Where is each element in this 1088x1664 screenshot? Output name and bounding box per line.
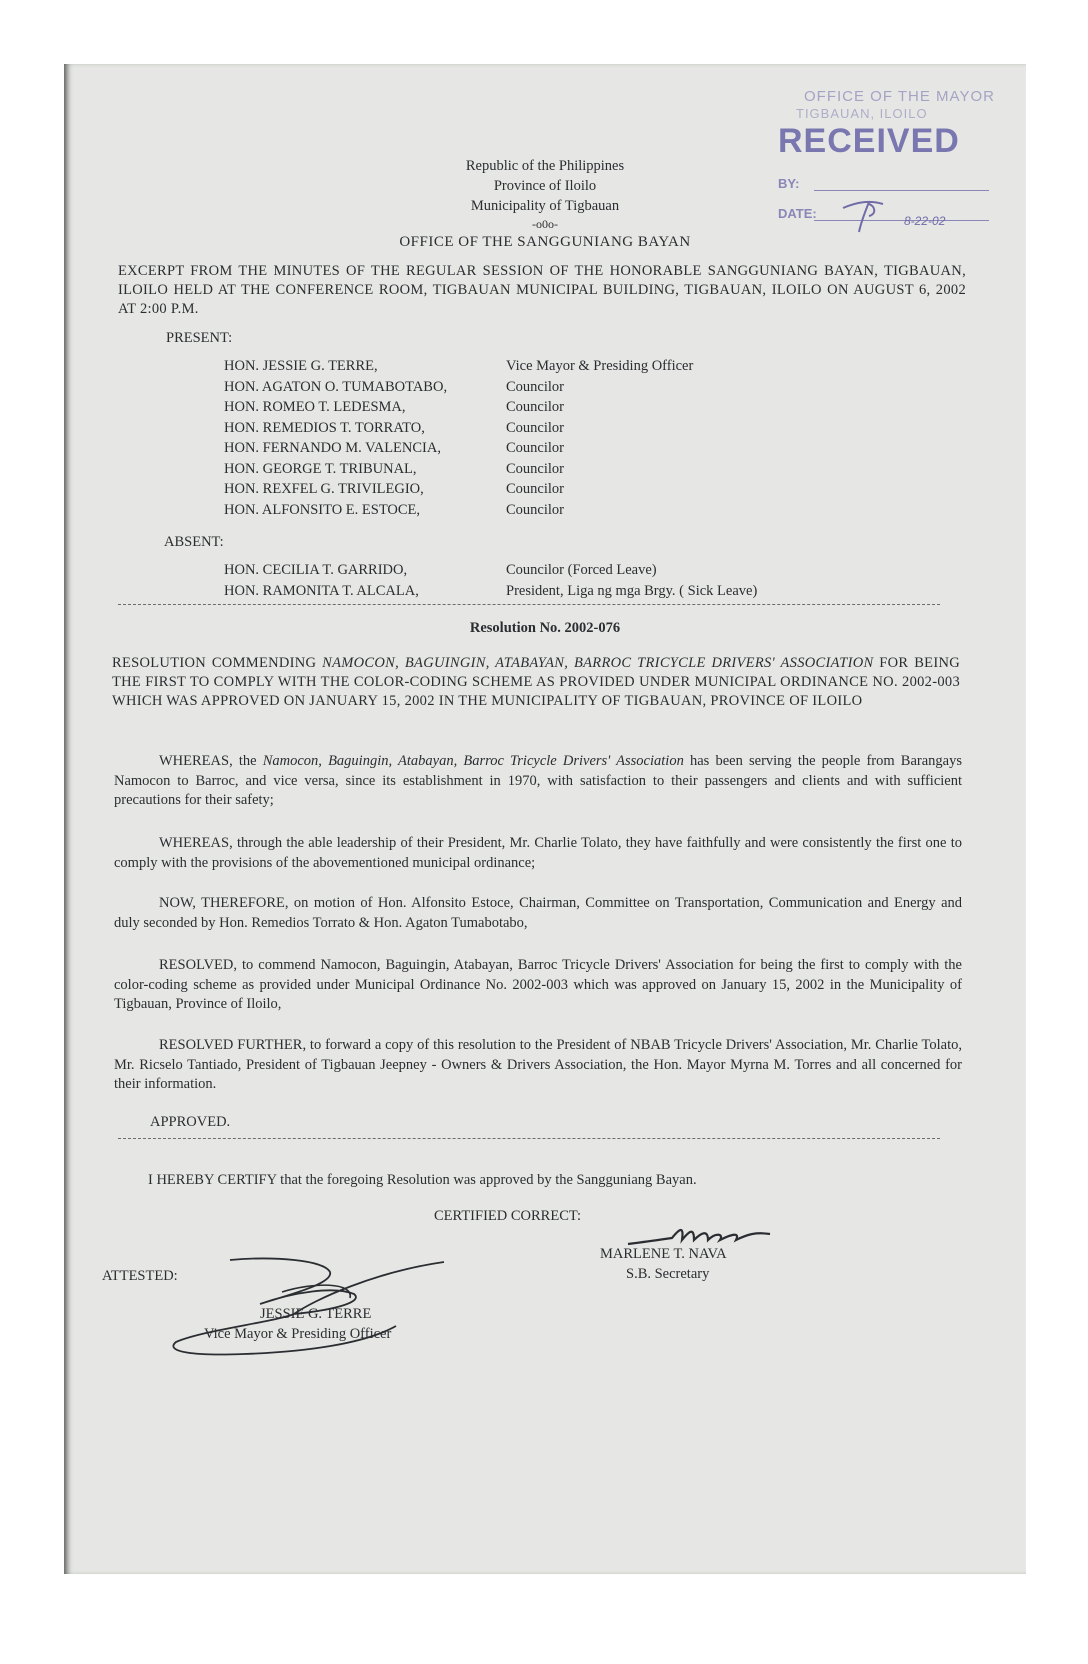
roster-row [224,560,757,581]
absent-label: ABSENT: [164,534,224,550]
member-name: HON. CECILIA T. GARRIDO, [224,562,408,578]
member-role: Councilor [506,419,564,436]
title-suffix: FOR BEING THE FIRST TO COMPLY WITH THE COLOR-CODING SCHEME AS PROVIDED UNDER MUNICIPAL ORDINANCE NO. 2002-003 WHICH WAS APPROVED ON JANUARY 15, 2002 IN THE MUNICIPALITY OF TIGBAUAN, PROVINCE OF ILOILO [112,655,960,709]
present-label: PRESENT: [166,330,233,346]
stamp-date-label: DATE: [778,206,817,221]
member-role: Councilor [506,501,564,518]
resolution-title [112,654,960,711]
dashed-divider [118,1138,940,1139]
header-republic: Republic of the Philippines [465,158,625,174]
certification-statement: I HEREBY CERTIFY that the foregoing Resolution was approved by the Sangguniang Bayan. [148,1172,697,1188]
member-role: Councilor [506,378,564,395]
presiding-officer-title: Vice Mayor & Presiding Officer [204,1326,392,1342]
member-name: HON. ROMEO T. LEDESMA, [224,399,406,415]
member-role: Councilor [506,440,564,456]
member-name: HON. FERNANDO M. VALENCIA, [224,440,441,456]
header-province: Province of Iloilo [493,178,597,194]
now-therefore-paragraph: NOW, THEREFORE, on motion of Hon. Alfonsito Estoce, Chairman, Committee on Transportation, Communication and Energy and duly seconded by Hon. Remedios Torrato & Hon. Agaton Tumabotabo, [114,895,962,931]
roster-row [224,356,693,377]
member-role: President, Liga ng mga Brgy. ( Sick Leave) [506,582,758,599]
document-header [64,156,1026,252]
title-association: NAMOCON, BAGUINGIN, ATABAYAN, BARROC TRICYCLE DRIVERS' ASSOCIATION [322,655,874,671]
resolved-paragraph: RESOLVED, to commend Namocon, Baguingin, Atabayan, Barroc Tricycle Drivers' Association for being the first to comply with the color-coding scheme as provided under Municipal Ordinance No. 2002-003 which was approved on January 15, 2002 in the Municipality of Tigbauan, Province of Iloilo, [114,957,962,1012]
stamp-office: OFFICE OF THE MAYOR [804,88,995,105]
present-roster [224,356,693,520]
roster-row [224,479,693,500]
roster-row [224,418,693,439]
member-name: HON. AGATON O. TUMABOTABO, [224,378,448,395]
member-role: Councilor [506,399,564,415]
header-office: OFFICE OF THE SANGGUNIANG BAYAN [399,234,691,250]
member-name: HON. JESSIE G. TERRE, [224,358,378,374]
member-role: Councilor (Forced Leave) [506,562,657,578]
approved-label: APPROVED. [150,1114,231,1130]
header-municipality: Municipality of Tigbauan [470,198,620,214]
roster-row [224,581,757,602]
attested-label: ATTESTED: [102,1268,178,1284]
whereas-paragraph-1 [114,752,962,811]
roster-row [224,438,693,459]
absent-roster [224,560,757,601]
roster-row [224,377,693,398]
presiding-officer-name: JESSIE G. TERRE [260,1306,372,1322]
resolved-further-paragraph: RESOLVED FURTHER, to forward a copy of this resolution to the President of NBAB Tricycle Drivers' Association, Mr. Charlie Tolato, Mr. Ricselo Tantiado, President of Tigbauan Jeepney - Owners & Drivers Association, the Hon. Mayor Myrna M. Torres and all concerned for their information. [114,1037,962,1092]
roster-row [224,397,693,418]
roster-row [224,459,693,480]
secretary-name: MARLENE T. NAVA [600,1246,727,1262]
member-name: HON. REMEDIOS T. TORRATO, [224,419,425,436]
title-prefix: RESOLUTION COMMENDING [112,655,323,671]
resolution-number: Resolution No. 2002-076 [469,620,621,636]
minutes-excerpt: EXCERPT FROM THE MINUTES OF THE REGULAR SESSION OF THE HONORABLE SANGGUNIANG BAYAN, TIGBAUAN, ILOILO HELD AT THE CONFERENCE ROOM, TIGBAUAN MUNICIPAL BUILDING, TIGBAUAN, ILOILO ON AUGUST 6, 2002 AT 2:00 P.M. [118,263,966,317]
whereas1-association: Namocon, Baguingin, Atabayan, Barroc Tricycle Drivers' Association [262,753,684,769]
document-page [64,64,1026,1574]
whereas1-prefix: WHEREAS, the [159,753,263,769]
member-name: HON. GEORGE T. TRIBUNAL, [224,460,417,477]
roster-row [224,500,693,521]
member-name: HON. REXFEL G. TRIVILEGIO, [224,481,424,497]
member-role: Councilor [506,481,564,497]
stamp-by-label: BY: [778,176,800,191]
certified-correct-label: CERTIFIED CORRECT: [434,1208,582,1224]
whereas-paragraph-2: WHEREAS, through the able leadership of their President, Mr. Charlie Tolato, they have faithfully and were consistently the first one to comply with the provisions of the abovementioned municipal ordinance; [114,835,962,871]
dashed-divider [118,604,940,605]
stamp-date-value: 8-22-02 [904,214,946,228]
stamp-town: TIGBAUAN, ILOILO [796,106,928,121]
whereas1-suffix: has been serving the people from Barangays Namocon to Barroc, and vice versa, since its establishment in 1970, with satisfaction to their passengers and clients and with sufficient precautions for their safety; [114,753,963,808]
member-name: HON. RAMONITA T. ALCALA, [224,582,419,599]
secretary-title: S.B. Secretary [626,1266,710,1282]
member-role: Councilor [506,460,564,477]
stamp-received: RECEIVED [778,122,960,160]
header-separator: -o0o- [532,217,558,231]
member-name: HON. ALFONSITO E. ESTOCE, [224,501,421,518]
member-role: Vice Mayor & Presiding Officer [506,358,694,374]
